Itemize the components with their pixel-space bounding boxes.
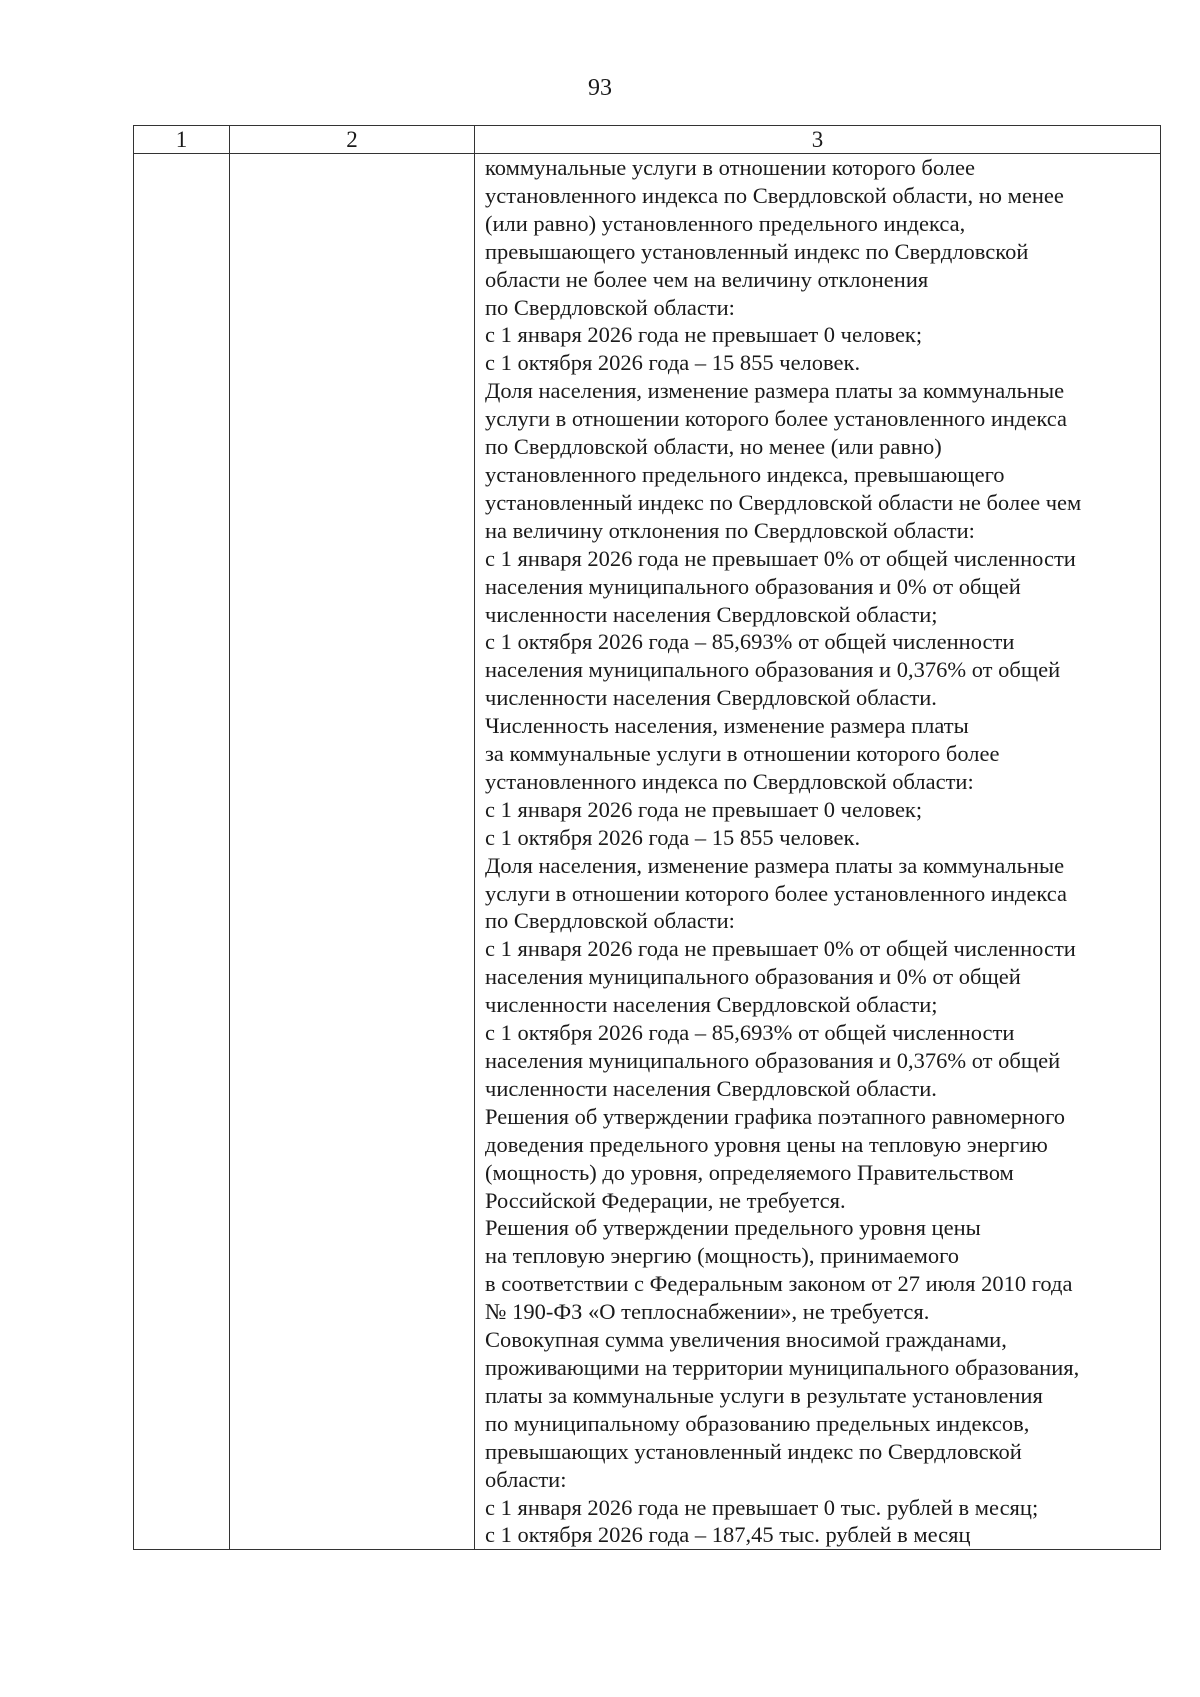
text-line: населения муниципального образования и 0% от общей — [485, 573, 1021, 599]
text-line: численности населения Свердловской области; — [485, 601, 938, 627]
text-line: Решения об утверждении предельного уровня цены — [485, 1215, 981, 1241]
text-line: за коммунальные услуги в отношении которого более — [485, 741, 1000, 767]
text-line: Доля населения, изменение размера платы за коммунальные — [485, 378, 1065, 404]
text-line: на величину отклонения по Свердловской области: — [485, 517, 975, 543]
text-line: Решения об утверждении графика поэтапного равномерного — [485, 1103, 1066, 1129]
text-line: платы за коммунальные услуги в результате установления — [485, 1382, 1043, 1408]
column-header-1: 1 — [134, 126, 230, 154]
text-line: установленного индекса по Свердловской области, но менее — [485, 182, 1064, 208]
text-line: с 1 января 2026 года не превышает 0 человек; — [485, 796, 923, 822]
text-line: с 1 января 2026 года не превышает 0% от общей численности — [485, 545, 1076, 571]
text-line: (мощность) до уровня, определяемого Правительством — [485, 1159, 1014, 1185]
text-line: численности населения Свердловской области. — [485, 1075, 937, 1101]
text-line: области: — [485, 1466, 567, 1492]
document-table — [133, 125, 1161, 1550]
text-line: населения муниципального образования и 0,376% от общей — [485, 1048, 1061, 1073]
text-line: Российской Федерации, не требуется. — [485, 1187, 846, 1213]
text-line: области не более чем на величину отклонения — [485, 266, 929, 292]
cell-column-2 — [230, 154, 475, 1550]
text-line: услуги в отношении которого более установленного индекса — [485, 406, 1067, 432]
text-line: с 1 января 2026 года не превышает 0% от общей численности — [485, 936, 1076, 962]
text-line: с 1 октября 2026 года – 85,693% от общей численности — [485, 1020, 1015, 1046]
page-number: 93 — [588, 75, 612, 101]
text-line: по Свердловской области: — [485, 908, 735, 934]
text-line: Совокупная сумма увеличения вносимой гражданами, — [485, 1327, 1007, 1353]
text-line: численности населения Свердловской области. — [485, 685, 937, 711]
text-line: с 1 января 2026 года не превышает 0 тыс. рублей в месяц; — [485, 1494, 1039, 1520]
text-line: по Свердловской области, но менее (или равно) — [485, 434, 942, 460]
text-line: с 1 октября 2026 года – 15 855 человек. — [485, 350, 861, 376]
text-line: населения муниципального образования и 0,376% от общей — [485, 657, 1061, 683]
text-line: превышающего установленный индекс по Свердловской — [485, 238, 1029, 264]
column-header-2: 2 — [230, 126, 475, 154]
text-line: (или равно) установленного предельного индекса, — [485, 210, 966, 236]
text-line: с 1 октября 2026 года – 15 855 человек. — [485, 824, 861, 850]
cell-text — [485, 154, 1152, 1549]
text-line: с 1 октября 2026 года – 187,45 тыс. рублей в месяц — [485, 1522, 971, 1548]
text-line: услуги в отношении которого более установленного индекса — [485, 880, 1067, 906]
text-line: с 1 января 2026 года не превышает 0 человек; — [485, 322, 923, 348]
text-line: коммунальные услуги в отношении которого более — [485, 155, 975, 180]
text-line: численности населения Свердловской области; — [485, 992, 938, 1018]
text-line: Доля населения, изменение размера платы за коммунальные — [485, 852, 1065, 878]
text-line: доведения предельного уровня цены на тепловую энергию — [485, 1131, 1048, 1157]
column-header-3: 3 — [475, 126, 1161, 154]
text-line: установленного индекса по Свердловской области: — [485, 768, 974, 794]
text-line: установленного предельного индекса, превышающего — [485, 461, 1005, 487]
text-line: на тепловую энергию (мощность), принимаемого — [485, 1243, 960, 1269]
table-header-row — [134, 126, 1161, 154]
table-row — [134, 154, 1161, 1550]
text-line: населения муниципального образования и 0% от общей — [485, 964, 1021, 990]
text-line: установленный индекс по Свердловской области не более чем — [485, 489, 1082, 515]
text-line: в соответствии с Федеральным законом от 27 июля 2010 года — [485, 1271, 1073, 1297]
cell-column-1 — [134, 154, 230, 1550]
text-line: по муниципальному образованию предельных индексов, — [485, 1410, 1030, 1436]
text-line: превышающих установленный индекс по Свердловской — [485, 1438, 1022, 1464]
text-line: № 190-ФЗ «О теплоснабжении», не требуется. — [485, 1299, 930, 1325]
text-line: с 1 октября 2026 года – 85,693% от общей численности — [485, 629, 1015, 655]
text-line: Численность населения, изменение размера платы — [485, 713, 969, 739]
cell-column-3 — [475, 154, 1161, 1550]
text-line: по Свердловской области: — [485, 294, 735, 320]
text-line: проживающими на территории муниципального образования, — [485, 1354, 1080, 1380]
